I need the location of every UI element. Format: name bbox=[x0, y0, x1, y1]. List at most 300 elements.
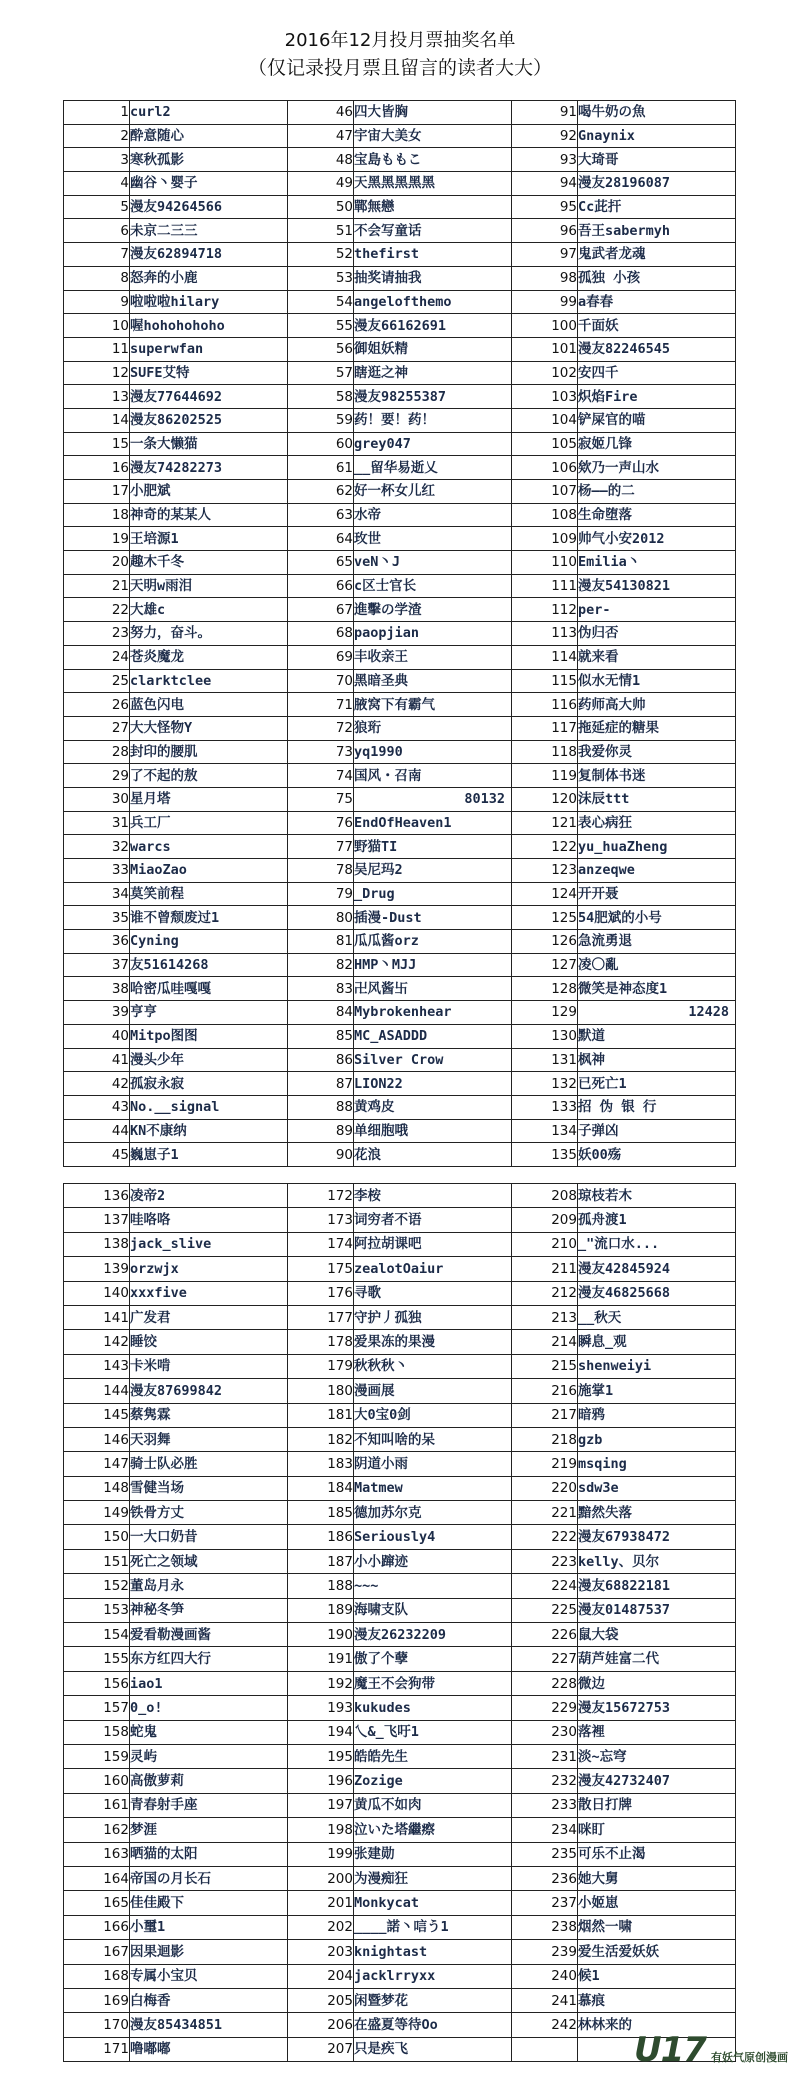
reader-name: 佳佳殿下 bbox=[130, 1891, 288, 1915]
entry-number: 20 bbox=[64, 551, 130, 575]
entry-number: 4 bbox=[64, 172, 130, 196]
entry-number: 56 bbox=[288, 337, 354, 361]
table-row bbox=[64, 266, 736, 290]
table-row bbox=[64, 148, 736, 172]
table-row bbox=[64, 1574, 736, 1598]
reader-name: 阿拉胡课吧 bbox=[354, 1232, 512, 1256]
table-row bbox=[64, 527, 736, 551]
entry-number: 172 bbox=[288, 1184, 354, 1208]
table-row bbox=[64, 1072, 736, 1096]
entry-number: 150 bbox=[64, 1525, 130, 1549]
table-row bbox=[64, 124, 736, 148]
reader-name: Mitpo图图 bbox=[130, 1024, 288, 1048]
entry-number: 191 bbox=[288, 1647, 354, 1671]
reader-name: Mybrokenhear bbox=[354, 1001, 512, 1025]
reader-name: sdw3e bbox=[578, 1476, 736, 1500]
reader-name: 开开聂 bbox=[578, 882, 736, 906]
reader-name: 可乐不止渴 bbox=[578, 1842, 736, 1866]
reader-name: Emilia丶 bbox=[578, 551, 736, 575]
entry-number: 130 bbox=[512, 1024, 578, 1048]
reader-name: jacklrryxx bbox=[354, 1964, 512, 1988]
reader-name: 漫头少年 bbox=[130, 1048, 288, 1072]
reader-name: 巍崽子1 bbox=[130, 1143, 288, 1167]
reader-name: 词穷者不语 bbox=[354, 1208, 512, 1232]
reader-name: 骑士队必胜 bbox=[130, 1452, 288, 1476]
table-row bbox=[64, 787, 736, 811]
entry-number: 75 bbox=[288, 787, 354, 811]
entry-number: 140 bbox=[64, 1281, 130, 1305]
entry-number: 51 bbox=[288, 219, 354, 243]
reader-name: 暗鸦 bbox=[578, 1403, 736, 1427]
table-row bbox=[64, 1769, 736, 1793]
reader-name: 孤舟渡1 bbox=[578, 1208, 736, 1232]
entry-number: 109 bbox=[512, 527, 578, 551]
reader-name: 漫友54130821 bbox=[578, 574, 736, 598]
entry-number: 16 bbox=[64, 456, 130, 480]
reader-name: 晒猫的太阳 bbox=[130, 1842, 288, 1866]
entry-number: 236 bbox=[512, 1866, 578, 1890]
reader-name: 蔡隽霖 bbox=[130, 1403, 288, 1427]
entry-number: 126 bbox=[512, 930, 578, 954]
page-subtitle: （仅记录投月票且留言的读者大大） bbox=[247, 57, 552, 79]
entry-number: 193 bbox=[288, 1696, 354, 1720]
reader-name: 漫友28196087 bbox=[578, 172, 736, 196]
reader-name: 漫画展 bbox=[354, 1379, 512, 1403]
table-row bbox=[64, 243, 736, 267]
reader-name: LION22 bbox=[354, 1072, 512, 1096]
entry-number: 57 bbox=[288, 361, 354, 385]
entry-number: 40 bbox=[64, 1024, 130, 1048]
table-row bbox=[64, 219, 736, 243]
entry-number: 158 bbox=[64, 1720, 130, 1744]
reader-name: 漫友86202525 bbox=[130, 408, 288, 432]
reader-name: 野猫TI bbox=[354, 835, 512, 859]
reader-name: 苍炎魔龙 bbox=[130, 645, 288, 669]
table-row bbox=[64, 1452, 736, 1476]
reader-name: 了不起的敖 bbox=[130, 764, 288, 788]
reader-name: 漫友98255387 bbox=[354, 385, 512, 409]
reader-name: 谁不曾颓废过1 bbox=[130, 906, 288, 930]
entry-number: 2 bbox=[64, 124, 130, 148]
entry-number: 170 bbox=[64, 2013, 130, 2037]
entry-number: 26 bbox=[64, 693, 130, 717]
entry-number: 189 bbox=[288, 1598, 354, 1622]
reader-name: 似水无情1 bbox=[578, 669, 736, 693]
reader-name: 喔hohohohoho bbox=[130, 314, 288, 338]
entry-number: 136 bbox=[64, 1184, 130, 1208]
reader-name: 漫友68822181 bbox=[578, 1574, 736, 1598]
entry-number: 233 bbox=[512, 1793, 578, 1817]
entry-number: 107 bbox=[512, 480, 578, 504]
entry-number: 159 bbox=[64, 1744, 130, 1768]
entry-number: 52 bbox=[288, 243, 354, 267]
reader-name: 漫友77644692 bbox=[130, 385, 288, 409]
reader-name: 候1 bbox=[578, 1964, 736, 1988]
table-row bbox=[64, 1891, 736, 1915]
reader-name: 德加苏尔克 bbox=[354, 1501, 512, 1525]
entry-number: 231 bbox=[512, 1744, 578, 1768]
winner-table-1 bbox=[63, 100, 736, 1167]
reader-name: orzwjx bbox=[130, 1257, 288, 1281]
entry-number: 113 bbox=[512, 622, 578, 646]
reader-name: angelofthemo bbox=[354, 290, 512, 314]
entry-number: 186 bbox=[288, 1525, 354, 1549]
entry-number: 225 bbox=[512, 1598, 578, 1622]
entry-number: 239 bbox=[512, 1940, 578, 1964]
reader-name: 天羽舞 bbox=[130, 1427, 288, 1451]
entry-number: 91 bbox=[512, 101, 578, 125]
entry-number: 64 bbox=[288, 527, 354, 551]
entry-number: 223 bbox=[512, 1549, 578, 1573]
table-row bbox=[64, 101, 736, 125]
reader-name: 王培源1 bbox=[130, 527, 288, 551]
reader-name: 闲暨梦花 bbox=[354, 1988, 512, 2012]
reader-name: 枫神 bbox=[578, 1048, 736, 1072]
table-row bbox=[64, 1379, 736, 1403]
entry-number: 192 bbox=[288, 1671, 354, 1695]
entry-number: 34 bbox=[64, 882, 130, 906]
entry-number: 50 bbox=[288, 195, 354, 219]
entry-number: 194 bbox=[288, 1720, 354, 1744]
entry-number: 32 bbox=[64, 835, 130, 859]
entry-number: 103 bbox=[512, 385, 578, 409]
table-row bbox=[64, 1095, 736, 1119]
reader-name: 吾王sabermyh bbox=[578, 219, 736, 243]
entry-number: 70 bbox=[288, 669, 354, 693]
table-row bbox=[64, 361, 736, 385]
entry-number: 134 bbox=[512, 1119, 578, 1143]
entry-number: 187 bbox=[288, 1549, 354, 1573]
entry-number: 147 bbox=[64, 1452, 130, 1476]
entry-number: 38 bbox=[64, 977, 130, 1001]
table-row bbox=[64, 1915, 736, 1939]
entry-number: 45 bbox=[64, 1143, 130, 1167]
entry-number: 132 bbox=[512, 1072, 578, 1096]
reader-name: 亨亨 bbox=[130, 1001, 288, 1025]
entry-number: 160 bbox=[64, 1769, 130, 1793]
reader-name: 林林来的 bbox=[578, 2013, 736, 2037]
entry-number: 62 bbox=[288, 480, 354, 504]
entry-number: 39 bbox=[64, 1001, 130, 1025]
entry-number: 156 bbox=[64, 1671, 130, 1695]
table-row bbox=[64, 551, 736, 575]
reader-name: paopjian bbox=[354, 622, 512, 646]
table-row bbox=[64, 622, 736, 646]
table-row bbox=[64, 432, 736, 456]
reader-name: 酔意随心 bbox=[130, 124, 288, 148]
reader-name: 千面妖 bbox=[578, 314, 736, 338]
entry-number: 99 bbox=[512, 290, 578, 314]
reader-name: 噜嘟嘟 bbox=[130, 2037, 288, 2061]
reader-name: 专属小宝贝 bbox=[130, 1964, 288, 1988]
entry-number: 202 bbox=[288, 1915, 354, 1939]
entry-number: 206 bbox=[288, 2013, 354, 2037]
reader-name: __秋天 bbox=[578, 1305, 736, 1329]
reader-name: 招 伪 银 行 bbox=[578, 1095, 736, 1119]
table-row bbox=[64, 1671, 736, 1695]
entry-number: 214 bbox=[512, 1330, 578, 1354]
entry-number: 174 bbox=[288, 1232, 354, 1256]
reader-name: 在盛夏等待Oo bbox=[354, 2013, 512, 2037]
entry-number: 178 bbox=[288, 1330, 354, 1354]
reader-name: 死亡之领域 bbox=[130, 1549, 288, 1573]
reader-name: c区士官长 bbox=[354, 574, 512, 598]
reader-name: 皓皓先生 bbox=[354, 1744, 512, 1768]
reader-name: 秋秋秋丶 bbox=[354, 1354, 512, 1378]
reader-name: No.__signal bbox=[130, 1095, 288, 1119]
table-row bbox=[64, 1119, 736, 1143]
entry-number: 120 bbox=[512, 787, 578, 811]
reader-name: shenweiyi bbox=[578, 1354, 736, 1378]
entry-number: 197 bbox=[288, 1793, 354, 1817]
reader-name: 张建勋 bbox=[354, 1842, 512, 1866]
reader-name: 拖延症的糖果 bbox=[578, 716, 736, 740]
reader-name: 高傲萝莉 bbox=[130, 1769, 288, 1793]
reader-name: 东方红四大行 bbox=[130, 1647, 288, 1671]
entry-number: 101 bbox=[512, 337, 578, 361]
entry-number: 23 bbox=[64, 622, 130, 646]
reader-name: per- bbox=[578, 598, 736, 622]
reader-name: 阴道小雨 bbox=[354, 1452, 512, 1476]
entry-number: 93 bbox=[512, 148, 578, 172]
entry-number: 180 bbox=[288, 1379, 354, 1403]
reader-name: 伪归否 bbox=[578, 622, 736, 646]
entry-number: 49 bbox=[288, 172, 354, 196]
entry-number: 22 bbox=[64, 598, 130, 622]
table-row bbox=[64, 1476, 736, 1500]
reader-name: 黄瓜不如肉 bbox=[354, 1793, 512, 1817]
entry-number: 224 bbox=[512, 1574, 578, 1598]
reader-name: 漫友46825668 bbox=[578, 1281, 736, 1305]
reader-name: 抽奖请抽我 bbox=[354, 266, 512, 290]
reader-name: 梦涯 bbox=[130, 1818, 288, 1842]
reader-name: 散日打牌 bbox=[578, 1793, 736, 1817]
table-row bbox=[64, 859, 736, 883]
entry-number: 96 bbox=[512, 219, 578, 243]
table-row bbox=[64, 337, 736, 361]
entry-number: 110 bbox=[512, 551, 578, 575]
reader-name: 爱生活爱妖妖 bbox=[578, 1940, 736, 1964]
winner-table-2 bbox=[63, 1183, 736, 2062]
entry-number: 188 bbox=[288, 1574, 354, 1598]
reader-name: 黯然失落 bbox=[578, 1501, 736, 1525]
entry-number: 98 bbox=[512, 266, 578, 290]
entry-number: 201 bbox=[288, 1891, 354, 1915]
entry-number: 167 bbox=[64, 1940, 130, 1964]
entry-number: 148 bbox=[64, 1476, 130, 1500]
reader-name: 小璽1 bbox=[130, 1915, 288, 1939]
reader-name: veN丶J bbox=[354, 551, 512, 575]
entry-number: 6 bbox=[64, 219, 130, 243]
reader-name: 漫友15672753 bbox=[578, 1696, 736, 1720]
entry-number: 125 bbox=[512, 906, 578, 930]
reader-name: 瓜瓜酱orz bbox=[354, 930, 512, 954]
entry-number: 11 bbox=[64, 337, 130, 361]
u17-logo bbox=[634, 2030, 788, 2070]
table-row bbox=[64, 456, 736, 480]
reader-name: 魔王不会狗带 bbox=[354, 1671, 512, 1695]
reader-name: 炽焰Fire bbox=[578, 385, 736, 409]
entry-number: 229 bbox=[512, 1696, 578, 1720]
table-row bbox=[64, 195, 736, 219]
entry-number: 190 bbox=[288, 1623, 354, 1647]
table-row bbox=[64, 1623, 736, 1647]
entry-number: 48 bbox=[288, 148, 354, 172]
reader-name: 鼠大袋 bbox=[578, 1623, 736, 1647]
entry-number: 138 bbox=[64, 1232, 130, 1256]
entry-number: 112 bbox=[512, 598, 578, 622]
reader-name: 莫笑前程 bbox=[130, 882, 288, 906]
entry-number: 142 bbox=[64, 1330, 130, 1354]
entry-number: 97 bbox=[512, 243, 578, 267]
reader-name: 鄲無戀 bbox=[354, 195, 512, 219]
table-row bbox=[64, 693, 736, 717]
reader-name: 杨——的二 bbox=[578, 480, 736, 504]
reader-name: 封印的腰肌 bbox=[130, 740, 288, 764]
reader-name: 大雄c bbox=[130, 598, 288, 622]
reader-name: 守护丿孤独 bbox=[354, 1305, 512, 1329]
table-row bbox=[64, 1208, 736, 1232]
reader-name: 漫友85434851 bbox=[130, 2013, 288, 2037]
entry-number: 210 bbox=[512, 1232, 578, 1256]
entry-number: 80 bbox=[288, 906, 354, 930]
table-row bbox=[64, 740, 736, 764]
entry-number: 184 bbox=[288, 1476, 354, 1500]
reader-name: __留华易逝乂 bbox=[354, 456, 512, 480]
entry-number: 74 bbox=[288, 764, 354, 788]
table-row bbox=[64, 408, 736, 432]
entry-number: 25 bbox=[64, 669, 130, 693]
reader-name: clarktclee bbox=[130, 669, 288, 693]
reader-name: yu_huaZheng bbox=[578, 835, 736, 859]
table-row bbox=[64, 977, 736, 1001]
entry-number: 139 bbox=[64, 1257, 130, 1281]
reader-name: 凌帝2 bbox=[130, 1184, 288, 1208]
entry-number: 235 bbox=[512, 1842, 578, 1866]
reader-name: ~~~ bbox=[354, 1574, 512, 1598]
entry-number: 53 bbox=[288, 266, 354, 290]
reader-name: 雪健当场 bbox=[130, 1476, 288, 1500]
table-row bbox=[64, 1501, 736, 1525]
reader-name: superwfan bbox=[130, 337, 288, 361]
reader-name: 漫友74282273 bbox=[130, 456, 288, 480]
reader-name: 葫芦娃富二代 bbox=[578, 1647, 736, 1671]
reader-name: a春春 bbox=[578, 290, 736, 314]
reader-name: Gnaynix bbox=[578, 124, 736, 148]
reader-name: Cc茈扞 bbox=[578, 195, 736, 219]
reader-name: 淡~忘穹 bbox=[578, 1744, 736, 1768]
reader-name: 啦啦啦hilary bbox=[130, 290, 288, 314]
reader-name: 神奇的某某人 bbox=[130, 503, 288, 527]
reader-name: 漫友26232209 bbox=[354, 1623, 512, 1647]
reader-name: Matmew bbox=[354, 1476, 512, 1500]
reader-name: 兵工厂 bbox=[130, 811, 288, 835]
reader-name: 凌〇亂 bbox=[578, 953, 736, 977]
entry-number: 121 bbox=[512, 811, 578, 835]
reader-name: SUFE艾特 bbox=[130, 361, 288, 385]
entry-number: 61 bbox=[288, 456, 354, 480]
entry-number: 17 bbox=[64, 480, 130, 504]
entry-number: 173 bbox=[288, 1208, 354, 1232]
reader-name: 孤独 小孩 bbox=[578, 266, 736, 290]
reader-name: 董岛月永 bbox=[130, 1574, 288, 1598]
entry-number: 129 bbox=[512, 1001, 578, 1025]
entry-number: 77 bbox=[288, 835, 354, 859]
table-row bbox=[64, 314, 736, 338]
reader-name: 默道 bbox=[578, 1024, 736, 1048]
reader-name: 乀&_飞吁1 bbox=[354, 1720, 512, 1744]
reader-name: 漫友66162691 bbox=[354, 314, 512, 338]
table-row bbox=[64, 1842, 736, 1866]
entry-number: 179 bbox=[288, 1354, 354, 1378]
entry-number: 36 bbox=[64, 930, 130, 954]
reader-name: 咪盯 bbox=[578, 1818, 736, 1842]
entry-number bbox=[512, 2037, 578, 2061]
table-row bbox=[64, 669, 736, 693]
entry-number: 13 bbox=[64, 385, 130, 409]
table-row bbox=[64, 716, 736, 740]
reader-name: 漫友42732407 bbox=[578, 1769, 736, 1793]
entry-number: 73 bbox=[288, 740, 354, 764]
reader-name: _Drug bbox=[354, 882, 512, 906]
entry-number: 209 bbox=[512, 1208, 578, 1232]
entry-number: 133 bbox=[512, 1095, 578, 1119]
table-row bbox=[64, 953, 736, 977]
entry-number: 30 bbox=[64, 787, 130, 811]
table-row bbox=[64, 1818, 736, 1842]
reader-name: 大大怪物Y bbox=[130, 716, 288, 740]
entry-number: 175 bbox=[288, 1257, 354, 1281]
reader-name: 李桉 bbox=[354, 1184, 512, 1208]
table-row bbox=[64, 1257, 736, 1281]
entry-number: 108 bbox=[512, 503, 578, 527]
reader-name: 灵屿 bbox=[130, 1744, 288, 1768]
reader-name: EndOfHeaven1 bbox=[354, 811, 512, 835]
reader-name: 施掌1 bbox=[578, 1379, 736, 1403]
table-row bbox=[64, 503, 736, 527]
reader-name: 54肥斌的小号 bbox=[578, 906, 736, 930]
entry-number: 55 bbox=[288, 314, 354, 338]
entry-number: 213 bbox=[512, 1305, 578, 1329]
entry-number: 141 bbox=[64, 1305, 130, 1329]
reader-name: 神秘冬笋 bbox=[130, 1598, 288, 1622]
table-row bbox=[64, 1940, 736, 1964]
entry-number: 19 bbox=[64, 527, 130, 551]
reader-name: 好一杯女儿红 bbox=[354, 480, 512, 504]
table-row bbox=[64, 930, 736, 954]
entry-number: 76 bbox=[288, 811, 354, 835]
reader-name: 广发君 bbox=[130, 1305, 288, 1329]
reader-name: 傲了个孽 bbox=[354, 1647, 512, 1671]
entry-number: 152 bbox=[64, 1574, 130, 1598]
entry-number: 131 bbox=[512, 1048, 578, 1072]
entry-number: 144 bbox=[64, 1379, 130, 1403]
table-row bbox=[64, 882, 736, 906]
table-row bbox=[64, 1598, 736, 1622]
reader-name: 黄鸡皮 bbox=[354, 1095, 512, 1119]
entry-number: 10 bbox=[64, 314, 130, 338]
table-row bbox=[64, 1143, 736, 1167]
reader-name: 丰收亲王 bbox=[354, 645, 512, 669]
entry-number: 234 bbox=[512, 1818, 578, 1842]
reader-name: Silver Crow bbox=[354, 1048, 512, 1072]
reader-name: 漫友42845924 bbox=[578, 1257, 736, 1281]
entry-number: 137 bbox=[64, 1208, 130, 1232]
page-title: 2016年12月投月票抽奖名单 bbox=[284, 30, 516, 51]
entry-number: 104 bbox=[512, 408, 578, 432]
reader-name: 卍风酱卐 bbox=[354, 977, 512, 1001]
reader-name: ____諾丶唁う1 bbox=[354, 1915, 512, 1939]
